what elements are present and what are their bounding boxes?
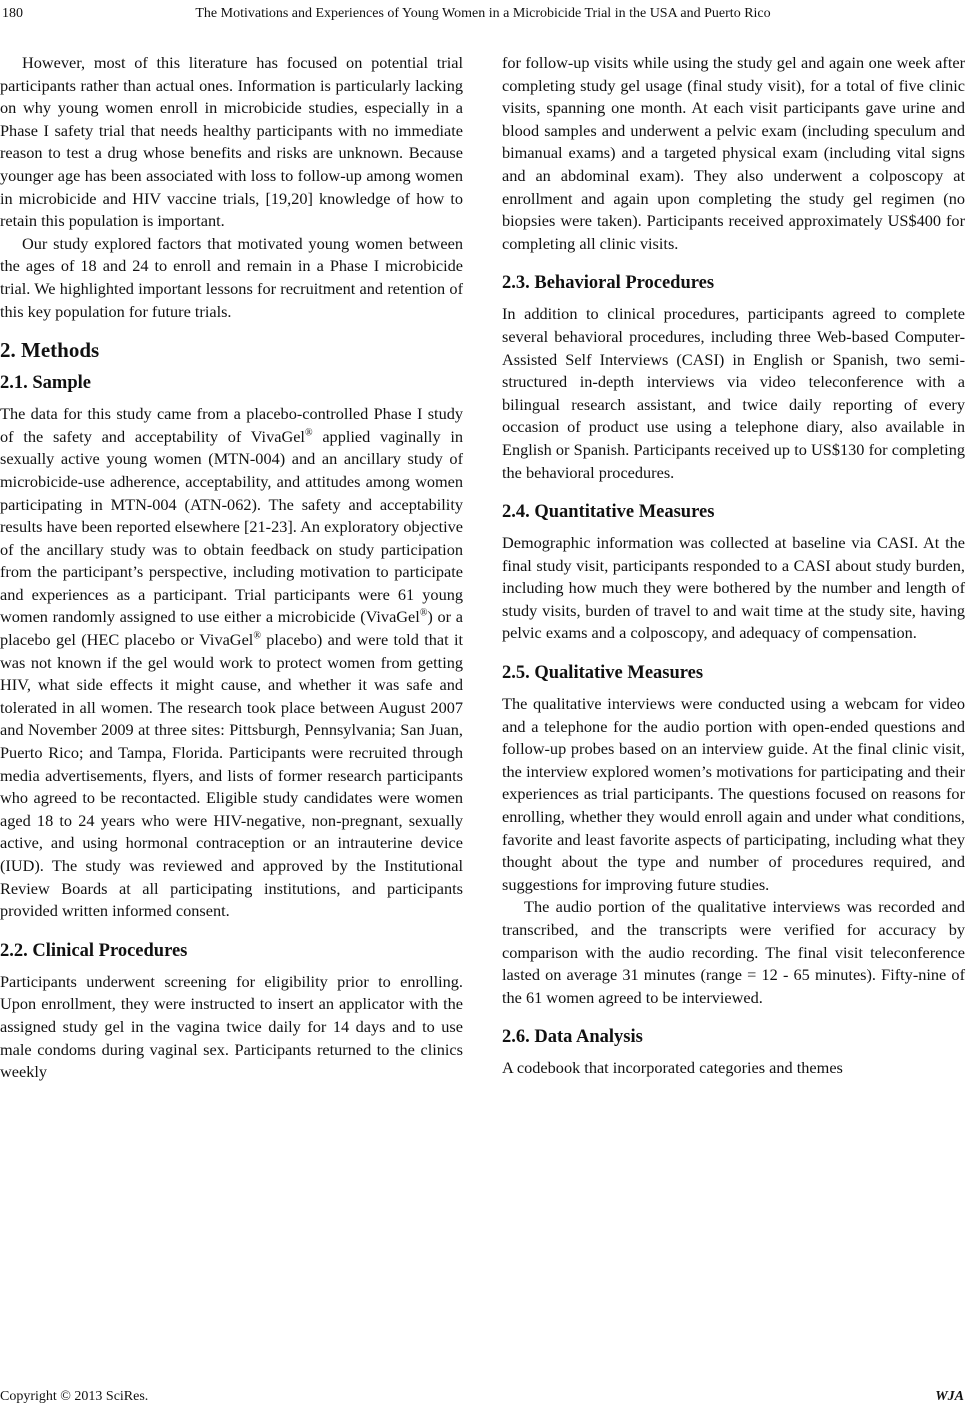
sample-text-b: applied vaginally in sexually active young women (MTN-004) and an ancillary study of microbicide-use adherence, acceptability, and attitudes among women participating in MTN-004 (ATN-062). The safety and acceptability results have been reported elsewhere [21-23]. An exploratory objective of the ancillary study was to obtain feedback on study participation from the participant’s perspective, including motivation to participate and experiences as a participant. Trial participants were 61 young women randomly assigned to use either a microbicide (VivaGel (0, 426, 464, 627)
paragraph-sample (0, 403, 463, 923)
journal-abbreviation: WJA (935, 1389, 964, 1404)
sample-text-c: ) or a placebo gel (HEC placebo or VivaGel (0, 607, 463, 650)
copyright-notice: Copyright © 2013 SciRes. (0, 1389, 149, 1404)
page-header (0, 6, 966, 26)
paragraph-data-analysis: A codebook that incorporated categories and themes (502, 1058, 843, 1078)
page-number: 180 (2, 6, 23, 21)
heading-clinical-procedures: 2.2. Clinical Procedures (0, 940, 188, 961)
running-title: The Motivations and Experiences of Young Women in a Microbicide Trial in the USA and Puerto Rico (195, 6, 771, 21)
left-column (0, 52, 463, 1084)
page-footer (0, 1389, 966, 1409)
paragraph-clinical-continued: for follow-up visits while using the study gel and again one week after completing study gel usage (final study visit), for a total of five clinic visits, spanning one month. At each visit participants gave urine and blood samples and underwent a pelvic exam (including speculum and bimanual exams) and a targeted physical exam (including vital signs and an abdominal exam). They also underwent a colposcopy at enrollment and again upon completing the study gel regimen (no biopsies were taken). Participants received approximately US$400 for completing all clinic visits. (502, 53, 965, 253)
paragraph-intro-2: Our study explored factors that motivated young women between the ages of 18 and 24 to enroll and remain in a Phase I microbicide trial. We highlighted important lessons for recruitment and retention of this key population for future trials. (0, 233, 463, 321)
registered-mark: ® (419, 608, 428, 620)
paragraph-intro-1: However, most of this literature has focused on potential trial participants rather than actual ones. Information is particularly lacking on why young women enroll in microbicide studies, especially in a Phase I safety trial that needs healthy participants with no immediate reason to test a drug whose benefits and risks are unknown. Because younger age has been associated with loss to follow-up among women in microbicide and HIV vaccine trials, [19,20] knowledge of how to retain this population is important. (0, 53, 463, 231)
heading-behavioral-procedures: 2.3. Behavioral Procedures (502, 273, 715, 294)
paragraph-quantitative: Demographic information was collected at baseline via CASI. At the final study visit, participants responded to a CASI about study burden, including how much they were bothered by the number and length of study visits, burden of travel to and wait time at the study site, having pelvic exams and a colposcopy, and adequacy of compensation. (502, 533, 965, 643)
heading-sample: 2.1. Sample (0, 373, 91, 394)
paragraph-qualitative-2: The audio portion of the qualitative interviews was recorded and transcribed, and the transcripts were verified for accuracy by comparison with the audio recording. The final visit teleconference lasted on average 31 minutes (range = 12 - 65 minutes). Fifty-nine of the 61 women agreed to be interviewed. (502, 897, 965, 1007)
paragraph-clinical: Participants underwent screening for eligibility prior to enrolling. Upon enrollment, they were instructed to insert an applicator with the assigned study gel in the vagina twice daily for 14 days and to use male condoms during vaginal sex. Participants returned to the clinics weekly (0, 971, 463, 1082)
sample-text-a: The data for this study came from a placebo-controlled Phase I study of the safety and acceptability of VivaGel (0, 404, 463, 446)
paragraph-behavioral: In addition to clinical procedures, participants agreed to complete several behavioral procedures, including three Web-based Computer-Assisted Self Interviews (CASI) in English or Spanish, two semi-structured in-depth interviews via video teleconference with a bilingual research assistant, and twice daily reporting of every occasion of product use using a telephone diary, also available in English or Spanish. Participants received up to US$130 for completing the behavioral procedures. (502, 304, 965, 482)
sample-text-d: placebo) and were told that it was not known if the gel would work to protect women from getting HIV, what side effects it might cause, and whether it was safe and tolerated in all women. The research took place between August 2007 and November 2009 at three sites: Pittsburgh, Pennsylvania; San Juan, Puerto Rico; and Tampa, Florida. Participants were recruited through media advertisements, flyers, and lists of former research participants who agreed to be recontacted. Eligible study candidates were women aged 18 to 24 years who were HIV-negative, non-pregnant, sexually active, and using hormonal contraception or an intrauterine device (IUD). The study was reviewed and approved by the Institutional Review Boards at all participating institutions, and participants provided written informed consent. (0, 630, 464, 921)
right-column (502, 52, 965, 1080)
registered-mark: ® (304, 427, 313, 439)
heading-qualitative-measures: 2.5. Qualitative Measures (502, 663, 704, 684)
heading-methods: 2. Methods (0, 338, 100, 363)
heading-quantitative-measures: 2.4. Quantitative Measures (502, 502, 715, 523)
registered-mark: ® (253, 630, 261, 642)
paragraph-qualitative-1: The qualitative interviews were conducted using a webcam for video and a telephone for the audio portion with open-ended questions and follow-up probes based on an interview guide. At the final clinic visit, the interview explored women’s motivations for participating and their experiences as trial participants. The questions focused on reasons for enrolling, whether they would enroll again and under what conditions, favorite and least favorite aspects of participating, including what they thought about the type and number of procedures required, and suggestions for improving future studies. (502, 694, 965, 894)
heading-data-analysis: 2.6. Data Analysis (502, 1027, 643, 1048)
